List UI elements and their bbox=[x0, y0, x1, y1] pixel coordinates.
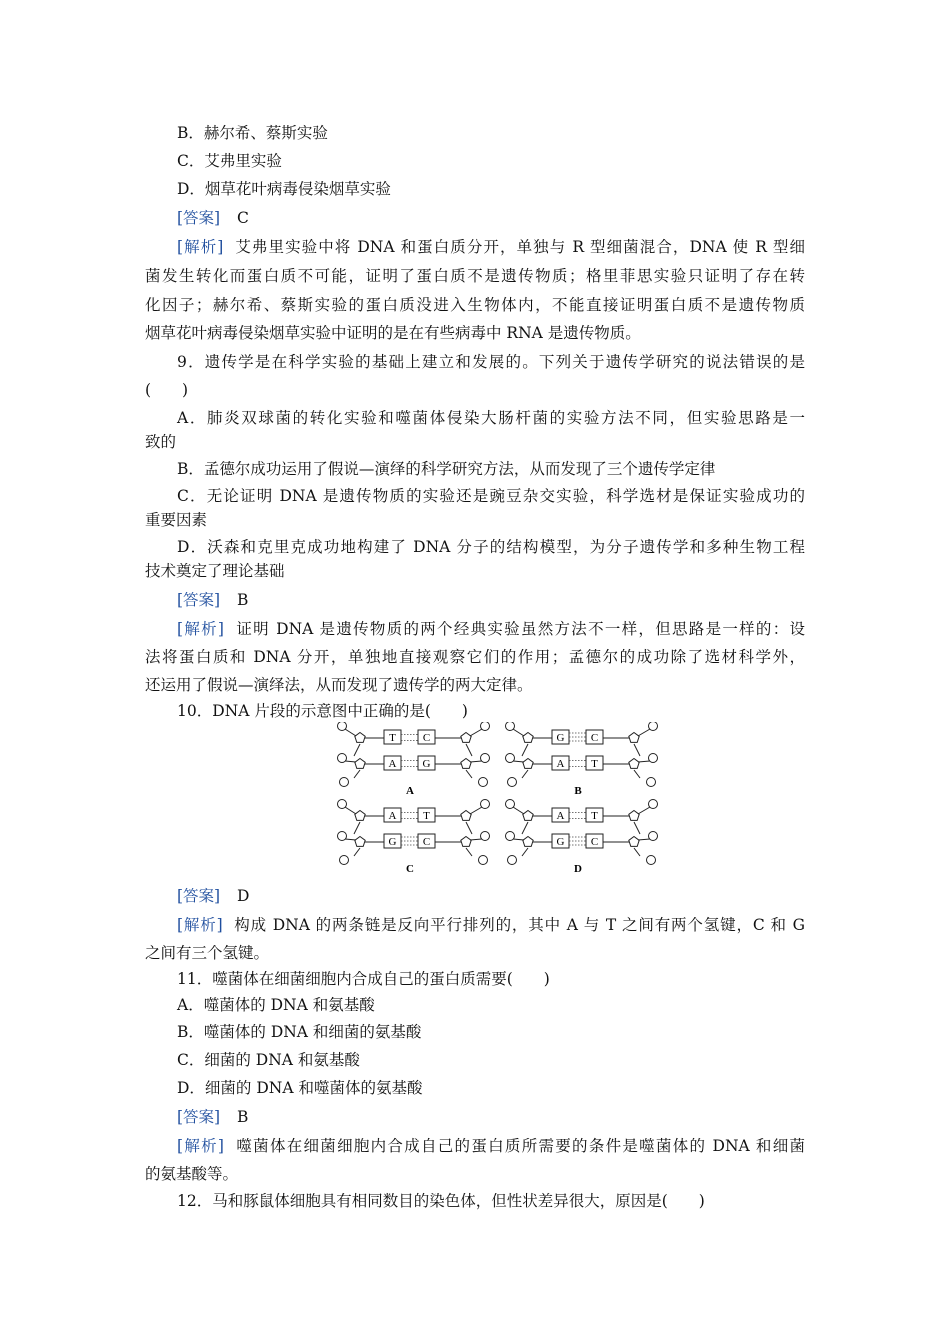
left-tail bbox=[354, 770, 360, 778]
left-pentose bbox=[355, 759, 365, 769]
base-letter: T bbox=[591, 758, 598, 770]
dna-panel-a bbox=[338, 722, 490, 797]
panel-label: C bbox=[406, 863, 414, 875]
dna-panel-b bbox=[506, 722, 658, 797]
q9-analysis-line-1: [解析] 证明 DNA 是遗传物质的两个经典实验虽然方法不一样，但思路是一样的：设 bbox=[177, 620, 805, 638]
q11-option-a: A．噬菌体的 DNA 和氨基酸 bbox=[177, 996, 375, 1014]
left-pentose bbox=[523, 733, 533, 743]
answer-value: C bbox=[237, 209, 249, 227]
q11-option-d: D．细菌的 DNA 和噬菌体的氨基酸 bbox=[177, 1079, 423, 1097]
answer-label: [答案] bbox=[177, 887, 221, 905]
analysis-label: [解析] bbox=[177, 238, 224, 256]
left-bond bbox=[345, 807, 356, 814]
right-bond bbox=[638, 729, 650, 736]
left-bond bbox=[345, 729, 356, 736]
q11-option-c: C．细菌的 DNA 和氨基酸 bbox=[177, 1051, 360, 1069]
dna-panel-d bbox=[506, 800, 658, 876]
answer-label: [答案] bbox=[177, 591, 221, 609]
left-backbone bbox=[354, 744, 360, 756]
q8-analysis-line-2: 菌发生转化而蛋白质不可能，证明了蛋白质不是遗传物质；格里菲思实验只证明了存在转 bbox=[145, 267, 805, 285]
q8-option-b: B．赫尔希、蔡斯实验 bbox=[177, 124, 328, 142]
q8-answer bbox=[177, 208, 249, 228]
left-pentose bbox=[355, 837, 365, 847]
q9-stem-line-1: 9．遗传学是在科学实验的基础上建立和发展的。下列关于遗传学研究的说法错误的是 bbox=[177, 353, 805, 371]
q9-analysis-line-3: 还运用了假说—演绎法，从而发现了遗传学的两大定律。 bbox=[145, 676, 533, 694]
answer-value: B bbox=[237, 1108, 249, 1126]
dna-panel-c bbox=[338, 800, 490, 876]
q9-option-a-line-1: A．肺炎双球菌的转化实验和噬菌体侵染大肠杆菌的实验方法不同，但实验思路是一 bbox=[177, 409, 805, 427]
q10-stem: 10．DNA 片段的示意图中正确的是( ) bbox=[177, 702, 468, 720]
analysis-label: [解析] bbox=[177, 620, 224, 638]
right-bond bbox=[638, 761, 650, 762]
analysis-label: [解析] bbox=[177, 1137, 224, 1155]
right-backbone bbox=[466, 744, 472, 756]
left-pentose bbox=[523, 759, 533, 769]
q11-analysis-line-2: 的氨基酸等。 bbox=[145, 1165, 239, 1183]
dna-fragment-figure bbox=[330, 722, 665, 880]
panel-label: A bbox=[406, 785, 414, 797]
q9-option-a-line-2: 致的 bbox=[145, 433, 177, 451]
base-letter: C bbox=[590, 836, 599, 848]
q8-analysis-line-1: [解析] 艾弗里实验中将 DNA 和蛋白质分开，单独与 R 型细菌混合，DNA 使 R 型细 bbox=[177, 238, 805, 256]
left-tail bbox=[522, 770, 528, 778]
left-bond bbox=[513, 729, 524, 736]
right-phosphate bbox=[479, 778, 488, 787]
base-letter: G bbox=[388, 836, 397, 848]
q9-answer bbox=[177, 590, 248, 610]
left-backbone bbox=[522, 822, 528, 834]
q8-option-d: D．烟草花叶病毒侵染烟草实验 bbox=[177, 180, 391, 198]
base-letter: G bbox=[556, 732, 565, 744]
right-pentose bbox=[461, 733, 471, 743]
q9-option-d-line-1: D．沃森和克里克成功地构建了 DNA 分子的结构模型，为分子遗传学和多种生物工程 bbox=[177, 538, 805, 556]
left-pentose bbox=[523, 837, 533, 847]
base-letter: T bbox=[389, 732, 396, 744]
q8-option-c: C．艾弗里实验 bbox=[177, 152, 282, 170]
answer-value: D bbox=[237, 887, 250, 905]
right-tail bbox=[466, 770, 472, 778]
right-bond bbox=[470, 729, 482, 736]
left-bond bbox=[513, 807, 524, 814]
base-letter: A bbox=[556, 810, 565, 822]
base-letter: C bbox=[422, 836, 431, 848]
right-tail bbox=[634, 770, 640, 778]
right-bond bbox=[638, 807, 650, 814]
right-tail bbox=[466, 848, 472, 856]
right-pentose bbox=[461, 759, 471, 769]
q9-option-d-line-2: 技术奠定了理论基础 bbox=[145, 562, 285, 580]
left-pentose bbox=[355, 733, 365, 743]
q9-option-b: B．孟德尔成功运用了假说—演绎的科学研究方法，从而发现了三个遗传学定律 bbox=[177, 460, 716, 478]
q9-option-c-line-2: 重要因素 bbox=[145, 511, 208, 529]
left-bond bbox=[513, 839, 524, 840]
q11-analysis-line-1: [解析] 噬菌体在细菌细胞内合成自己的蛋白质所需要的条件是噬菌体的 DNA 和细菌 bbox=[177, 1137, 805, 1155]
left-bond bbox=[345, 761, 356, 762]
q9-stem-line-2: ( ) bbox=[145, 381, 189, 399]
right-pentose bbox=[629, 733, 639, 743]
right-bond bbox=[638, 839, 650, 840]
base-letter: C bbox=[422, 732, 431, 744]
left-pentose bbox=[355, 811, 365, 821]
right-pentose bbox=[629, 759, 639, 769]
q11-answer bbox=[177, 1107, 248, 1127]
right-phosphate bbox=[647, 778, 656, 787]
left-bond bbox=[345, 839, 356, 840]
left-pentose bbox=[523, 811, 533, 821]
analysis-label: [解析] bbox=[177, 916, 223, 934]
base-letter: G bbox=[422, 758, 431, 770]
right-tail bbox=[634, 848, 640, 856]
base-letter: G bbox=[556, 836, 565, 848]
q9-option-c-line-1: C．无论证明 DNA 是遗传物质的实验还是豌豆杂交实验，科学选材是保证实验成功的 bbox=[177, 487, 805, 505]
right-backbone bbox=[634, 744, 640, 756]
q8-analysis-line-3: 化因子；赫尔希、蔡斯实验的蛋白质没进入生物体内，不能直接证明蛋白质不是遗传物质 bbox=[145, 296, 805, 314]
answer-label: [答案] bbox=[177, 209, 221, 227]
left-phosphate bbox=[340, 778, 349, 787]
base-letter: A bbox=[388, 810, 397, 822]
left-backbone bbox=[522, 744, 528, 756]
left-tail bbox=[354, 848, 360, 856]
q11-stem: 11．噬菌体在细菌细胞内合成自己的蛋白质需要( ) bbox=[177, 970, 550, 988]
answer-label: [答案] bbox=[177, 1108, 221, 1126]
q10-analysis-line-1: [解析] 构成 DNA 的两条链是反向平行排列的，其中 A 与 T 之间有两个氢键，C 和 G bbox=[177, 916, 805, 934]
q8-analysis-line-4: 烟草花叶病毒侵染烟草实验中证明的是在有些病毒中 RNA 是遗传物质。 bbox=[145, 324, 641, 342]
base-letter: A bbox=[388, 758, 397, 770]
left-phosphate bbox=[508, 856, 517, 865]
right-backbone bbox=[466, 822, 472, 834]
base-letter: T bbox=[423, 810, 430, 822]
base-letter: A bbox=[556, 758, 565, 770]
right-backbone bbox=[634, 822, 640, 834]
right-pentose bbox=[461, 837, 471, 847]
q9-analysis-line-2: 法将蛋白质和 DNA 分开，单独地直接观察它们的作用；孟德尔的成功除了选材科学外， bbox=[145, 648, 805, 666]
panel-label: D bbox=[574, 863, 582, 875]
left-phosphate bbox=[508, 778, 517, 787]
q12-stem: 12．马和豚鼠体细胞具有相同数目的染色体，但性状差异很大，原因是( ) bbox=[177, 1192, 705, 1210]
q10-answer bbox=[177, 886, 249, 906]
right-pentose bbox=[629, 811, 639, 821]
left-backbone bbox=[354, 822, 360, 834]
left-bond bbox=[513, 761, 524, 762]
base-letter: C bbox=[590, 732, 599, 744]
left-tail bbox=[522, 848, 528, 856]
right-bond bbox=[470, 839, 482, 840]
right-phosphate bbox=[479, 856, 488, 865]
left-phosphate bbox=[340, 856, 349, 865]
q11-option-b: B．噬菌体的 DNA 和细菌的氨基酸 bbox=[177, 1023, 422, 1041]
right-pentose bbox=[629, 837, 639, 847]
right-bond bbox=[470, 807, 482, 814]
q10-analysis-line-2: 之间有三个氢键。 bbox=[145, 944, 270, 962]
answer-value: B bbox=[237, 591, 249, 609]
base-letter: T bbox=[591, 810, 598, 822]
right-bond bbox=[470, 761, 482, 762]
panel-label: B bbox=[574, 785, 582, 797]
right-phosphate bbox=[647, 856, 656, 865]
right-pentose bbox=[461, 811, 471, 821]
